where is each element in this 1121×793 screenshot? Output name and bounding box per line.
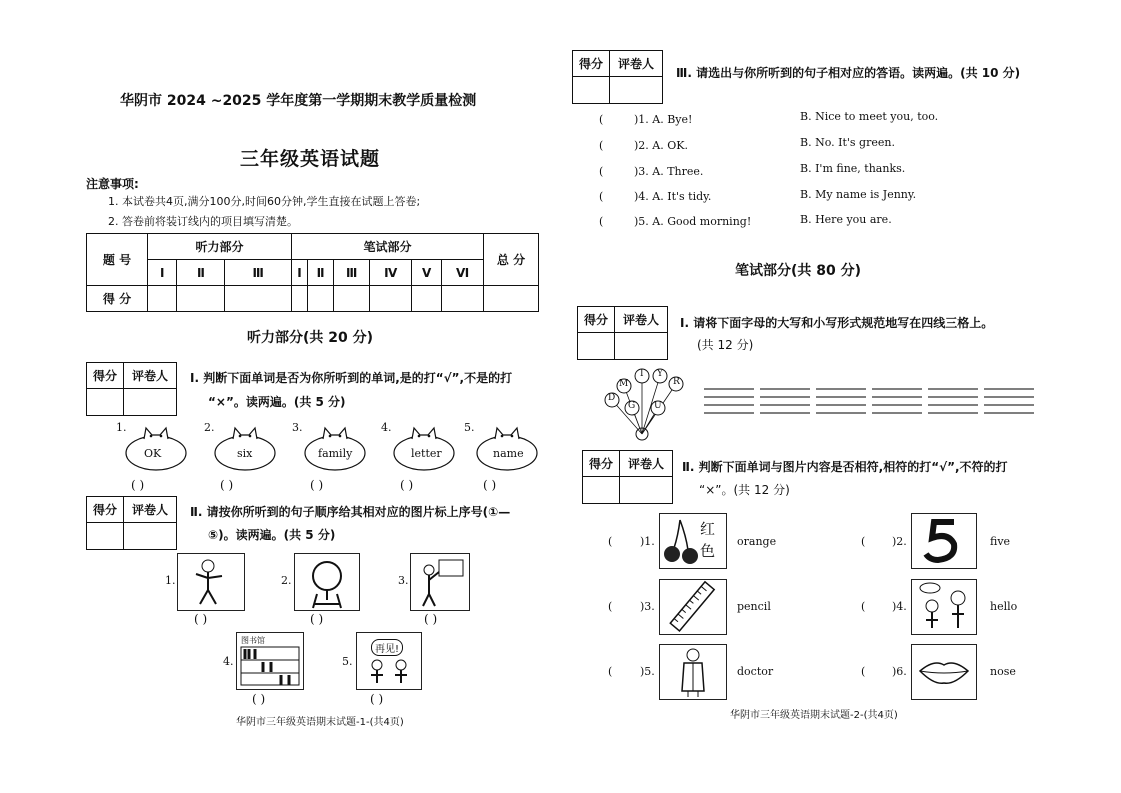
pingjuanren-label: 评卷人 xyxy=(124,363,176,389)
q1-num: 5. xyxy=(464,421,475,434)
q1-word: six xyxy=(237,447,253,460)
score-cell[interactable] xyxy=(370,286,412,312)
defen-label: 得 分 xyxy=(87,286,148,312)
w2-instruction: Ⅱ. 判断下面单词与图片内容是否相符,相符的打“√”,不符的打 xyxy=(682,460,1008,474)
q2-num: 1. xyxy=(165,574,176,587)
col-listening-3: Ⅲ xyxy=(225,260,292,286)
teacher-icon xyxy=(411,554,469,610)
q1-word: OK xyxy=(144,447,162,460)
w2-word: five xyxy=(990,535,1011,548)
picture-mouth xyxy=(911,644,977,700)
score-cell[interactable] xyxy=(578,333,615,359)
score-cell[interactable] xyxy=(87,523,124,549)
note-2: 2. 答卷前将装订线内的项目填写清楚。 xyxy=(108,215,298,228)
open-paren[interactable]: ( xyxy=(861,600,866,613)
exam-title: 三年级英语试题 xyxy=(240,148,381,170)
picture-boy-dancing xyxy=(177,553,245,611)
q3-option-a: )5. A. Good morning! xyxy=(634,215,752,228)
w2-num: )6. xyxy=(892,665,907,678)
score-cell[interactable] xyxy=(484,286,539,312)
score-cell[interactable] xyxy=(573,77,610,103)
balloon-letter: M xyxy=(619,379,629,389)
writing-section-title: 笔试部分(共 80 分) xyxy=(735,263,862,279)
pingjuanren-label: 评卷人 xyxy=(610,51,662,77)
q1-instruction: Ⅰ. 判断下面单词是否为你所听到的单词,是的打“√”,不是的打 xyxy=(190,371,513,385)
q1-num: 2. xyxy=(204,421,215,434)
open-paren[interactable]: ( xyxy=(599,190,604,203)
w2-word: orange xyxy=(737,535,777,548)
balloons-illustration xyxy=(602,368,698,444)
answer-paren[interactable]: ( ) xyxy=(310,478,324,492)
exam-header: 华阴市 2024 ~2025 学年度第一学期期末教学质量检测 xyxy=(120,93,477,109)
w2-num: )1. xyxy=(640,535,655,548)
q3-option-b: B. I'm fine, thanks. xyxy=(800,162,906,175)
col-writing-1: Ⅰ xyxy=(291,260,307,286)
score-cell[interactable] xyxy=(334,286,370,312)
q1-instruction-2: “×”。读两遍。(共 5 分) xyxy=(208,395,346,409)
q2-instruction-2: ⑤)。读两遍。(共 5 分) xyxy=(208,528,336,542)
picture-fan xyxy=(294,553,360,611)
fan-icon xyxy=(295,554,359,610)
grader-cell[interactable] xyxy=(620,477,672,503)
open-paren[interactable]: ( xyxy=(608,665,613,678)
cat-word-card xyxy=(475,422,539,472)
grader-cell[interactable] xyxy=(124,523,176,549)
answer-paren[interactable]: ( ) xyxy=(252,692,266,706)
q3-option-a: )2. A. OK. xyxy=(634,139,688,152)
grader-cell[interactable] xyxy=(124,389,176,415)
picture-doctor xyxy=(659,644,727,700)
w2-word: doctor xyxy=(737,665,774,678)
q3-option-b: B. Here you are. xyxy=(800,213,892,226)
w2-num: )2. xyxy=(892,535,907,548)
greeting-kids-icon xyxy=(912,580,976,634)
answer-paren[interactable]: ( ) xyxy=(400,478,414,492)
picture-ruler xyxy=(659,579,727,635)
page2-footer: 华阴市三年级英语期末试题-2-(共4页) xyxy=(730,710,898,721)
q3-option-a: )4. A. It's tidy. xyxy=(634,190,712,203)
mouth-icon xyxy=(912,645,976,699)
pingjuanren-label: 评卷人 xyxy=(615,307,667,333)
q2-num: 5. xyxy=(342,655,353,668)
listening-section-title: 听力部分(共 20 分) xyxy=(247,330,374,346)
w2-instruction-2: “×”。(共 12 分) xyxy=(699,483,790,497)
notes-title: 注意事项: xyxy=(86,177,139,191)
boy-icon xyxy=(178,554,244,610)
score-cell[interactable] xyxy=(442,286,484,312)
balloon-letter: U xyxy=(654,401,662,411)
defen-label: 得分 xyxy=(573,51,610,77)
cat-word-card xyxy=(213,422,277,472)
score-cell[interactable] xyxy=(291,286,307,312)
q3-option-b: B. No. It's green. xyxy=(800,136,895,149)
note-1: 1. 本试卷共4页,满分100分,时间60分钟,学生直接在试题上答卷; xyxy=(108,195,421,208)
q2-num: 4. xyxy=(223,655,234,668)
q3-instruction: Ⅲ. 请选出与你所听到的句子相对应的答语。读两遍。(共 10 分) xyxy=(676,66,1021,80)
q3-option-a: )1. A. Bye! xyxy=(634,113,693,126)
col-writing-3: Ⅲ xyxy=(334,260,370,286)
answer-paren[interactable]: ( ) xyxy=(424,612,438,626)
open-paren[interactable]: ( xyxy=(608,600,613,613)
col-listening-2: Ⅱ xyxy=(177,260,225,286)
balloon-letter: D xyxy=(608,393,616,403)
balloon-letter: R xyxy=(673,377,680,387)
score-cell[interactable] xyxy=(148,286,177,312)
tihao-label: 题 号 xyxy=(87,234,148,286)
balloon-letter: Y xyxy=(657,369,663,379)
total-label: 总 分 xyxy=(484,234,539,286)
balloons-icon xyxy=(602,368,698,444)
picture-teacher-board xyxy=(410,553,470,611)
library-sign: 图书馆 xyxy=(241,636,265,645)
q1-word: name xyxy=(493,447,524,460)
answer-paren[interactable]: ( ) xyxy=(220,478,234,492)
open-paren[interactable]: ( xyxy=(599,215,604,228)
answer-paren[interactable]: ( ) xyxy=(131,478,145,492)
w2-num: )3. xyxy=(640,600,655,613)
color-char: 色 xyxy=(700,542,716,560)
cat-word-card xyxy=(124,422,188,472)
four-line-grid-lines xyxy=(704,386,1034,416)
picture-goodbye xyxy=(356,632,422,690)
defen-label: 得分 xyxy=(578,307,615,333)
col-writing-2: Ⅱ xyxy=(307,260,333,286)
q1-word: family xyxy=(318,447,353,460)
picture-cherries-red xyxy=(659,513,727,569)
number-five-icon xyxy=(912,514,976,568)
q3-option-b: B. My name is Jenny. xyxy=(800,188,917,201)
speech-bubble: 再见! xyxy=(371,639,403,656)
defen-label: 得分 xyxy=(87,497,124,523)
score-summary-table xyxy=(86,233,539,312)
balloon-letter: G xyxy=(628,401,636,411)
w1-instruction: Ⅰ. 请将下面字母的大写和小写形式规范地写在四线三格上。 xyxy=(680,316,994,330)
q3-option-b: B. Nice to meet you, too. xyxy=(800,110,939,123)
open-paren[interactable]: ( xyxy=(599,139,604,152)
score-box xyxy=(86,496,177,550)
cat-word-card xyxy=(303,422,367,472)
score-cell[interactable] xyxy=(583,477,620,503)
w2-num: )4. xyxy=(892,600,907,613)
q2-instruction: Ⅱ. 请按你所听到的句子顺序给其相对应的图片标上序号(①— xyxy=(190,505,511,519)
open-paren[interactable]: ( xyxy=(608,535,613,548)
open-paren[interactable]: ( xyxy=(599,165,604,178)
q2-num: 3. xyxy=(398,574,409,587)
grader-cell[interactable] xyxy=(610,77,662,103)
pingjuanren-label: 评卷人 xyxy=(124,497,176,523)
w1-instruction-2: (共 12 分) xyxy=(697,338,754,352)
four-line-grid[interactable] xyxy=(704,386,1034,416)
q1-word: letter xyxy=(411,447,442,460)
score-box xyxy=(86,362,177,416)
w2-num: )5. xyxy=(640,665,655,678)
picture-number-five xyxy=(911,513,977,569)
picture-library xyxy=(236,632,304,690)
grader-cell[interactable] xyxy=(615,333,667,359)
score-cell[interactable] xyxy=(177,286,225,312)
score-box xyxy=(582,450,673,504)
open-paren[interactable]: ( xyxy=(861,535,866,548)
q1-num: 3. xyxy=(292,421,303,434)
picture-kids-greeting xyxy=(911,579,977,635)
open-paren[interactable]: ( xyxy=(599,113,604,126)
col-listening-1: Ⅰ xyxy=(148,260,177,286)
writing-header: 笔试部分 xyxy=(291,234,483,260)
score-cell[interactable] xyxy=(225,286,292,312)
w2-word: nose xyxy=(990,665,1016,678)
score-box xyxy=(572,50,663,104)
col-writing-5: Ⅴ xyxy=(411,260,441,286)
col-writing-6: Ⅵ xyxy=(442,260,484,286)
score-box xyxy=(577,306,668,360)
balloon-letter: I xyxy=(640,369,644,379)
answer-paren[interactable]: ( ) xyxy=(194,612,208,626)
q1-num: 4. xyxy=(381,421,392,434)
col-writing-4: Ⅳ xyxy=(370,260,412,286)
w2-word: pencil xyxy=(737,600,771,613)
doctor-icon xyxy=(660,645,726,699)
w2-word: hello xyxy=(990,600,1018,613)
ruler-icon xyxy=(660,580,726,634)
score-cell[interactable] xyxy=(87,389,124,415)
answer-paren[interactable]: ( ) xyxy=(310,612,324,626)
answer-paren[interactable]: ( ) xyxy=(370,692,384,706)
cat-word-card xyxy=(392,422,456,472)
cherries-icon xyxy=(660,514,726,568)
q3-option-a: )3. A. Three. xyxy=(634,165,704,178)
score-cell[interactable] xyxy=(411,286,441,312)
red-char: 红 xyxy=(700,520,716,538)
q1-num: 1. xyxy=(116,421,127,434)
open-paren[interactable]: ( xyxy=(861,665,866,678)
page1-footer: 华阴市三年级英语期末试题-1-(共4页) xyxy=(236,717,404,728)
listening-header: 听力部分 xyxy=(148,234,292,260)
defen-label: 得分 xyxy=(87,363,124,389)
answer-paren[interactable]: ( ) xyxy=(483,478,497,492)
q2-num: 2. xyxy=(281,574,292,587)
pingjuanren-label: 评卷人 xyxy=(620,451,672,477)
defen-label: 得分 xyxy=(583,451,620,477)
score-cell[interactable] xyxy=(307,286,333,312)
